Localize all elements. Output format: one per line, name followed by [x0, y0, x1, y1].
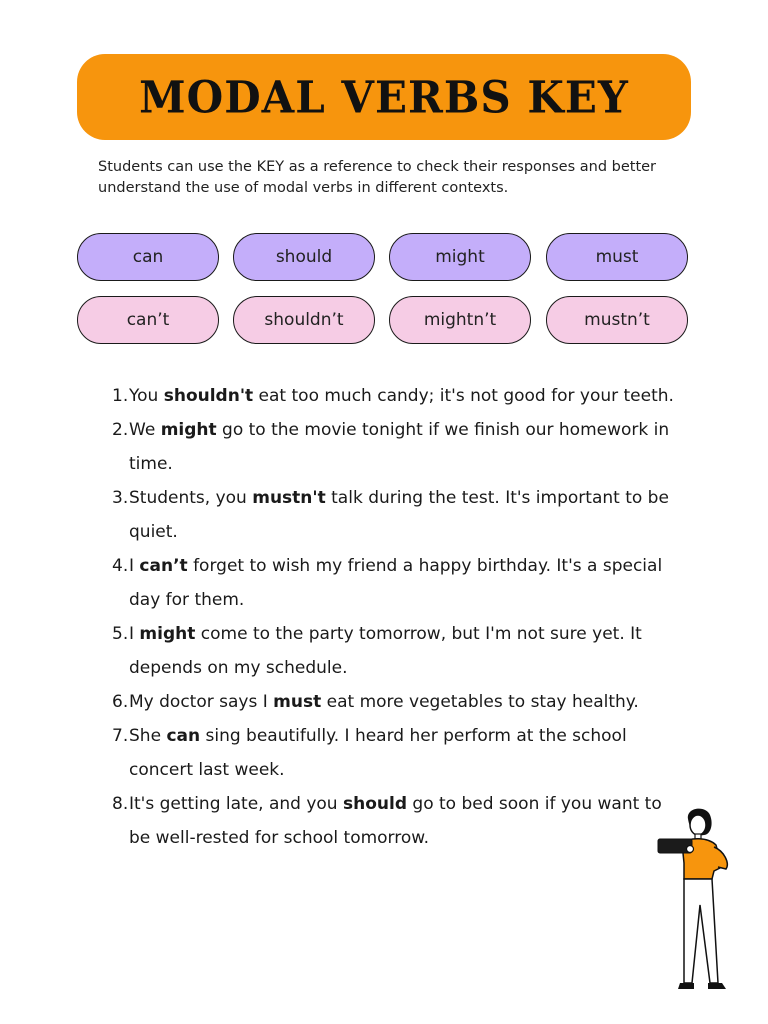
list-item: 4. I can’t forget to wish my friend a happy birthday. It's a special day for them. — [112, 549, 682, 617]
item-number: 6. — [112, 692, 129, 712]
answer-word: mustn't — [252, 488, 326, 508]
list-item: 3. Students, you mustn't talk during the test. It's important to be quiet. — [112, 481, 682, 549]
answer-word: can — [166, 726, 201, 746]
word-pill-shouldnt: shouldn’t — [233, 296, 375, 344]
word-pill-cant: can’t — [77, 296, 219, 344]
woman-with-tablet-illustration — [650, 805, 750, 995]
word-pill-mustnt: mustn’t — [546, 296, 688, 344]
answer-word: might — [139, 624, 196, 644]
item-number: 4. — [112, 556, 129, 576]
word-pill-can: can — [77, 233, 219, 281]
word-pill-might: might — [389, 233, 531, 281]
word-pill-must: must — [546, 233, 688, 281]
page-title: MODAL VERBS KEY — [139, 71, 629, 123]
list-item: 8. It's getting late, and you should go to bed soon if you want to be well-rested for school tomorrow. — [112, 787, 682, 855]
list-item: 7. She can sing beautifully. I heard her perform at the school concert last week. — [112, 719, 682, 787]
item-number: 1. — [112, 386, 129, 406]
word-pill-should: should — [233, 233, 375, 281]
list-item: 1. You shouldn't eat too much candy; it's not good for your teeth. — [112, 379, 682, 413]
answer-list — [112, 379, 682, 855]
answer-word: should — [343, 794, 407, 814]
answer-word: might — [160, 420, 217, 440]
list-item: 5. I might come to the party tomorrow, but I'm not sure yet. It depends on my schedule. — [112, 617, 682, 685]
intro-text: Students can use the KEY as a reference to check their responses and better understand the use of modal verbs in different contexts. — [98, 159, 657, 196]
item-number: 2. — [112, 420, 129, 440]
list-item: 6. My doctor says I must eat more vegetables to stay healthy. — [112, 685, 682, 719]
word-pill-mightnt: mightn’t — [389, 296, 531, 344]
list-item: 2. We might go to the movie tonight if we finish our homework in time. — [112, 413, 682, 481]
item-number: 3. — [112, 488, 129, 508]
answer-word: shouldn't — [163, 386, 254, 406]
item-number: 7. — [112, 726, 129, 746]
title-banner — [77, 54, 691, 140]
item-number: 5. — [112, 624, 129, 644]
item-number: 8. — [112, 794, 129, 814]
answer-word: can’t — [139, 556, 188, 576]
answer-word: must — [273, 692, 322, 712]
